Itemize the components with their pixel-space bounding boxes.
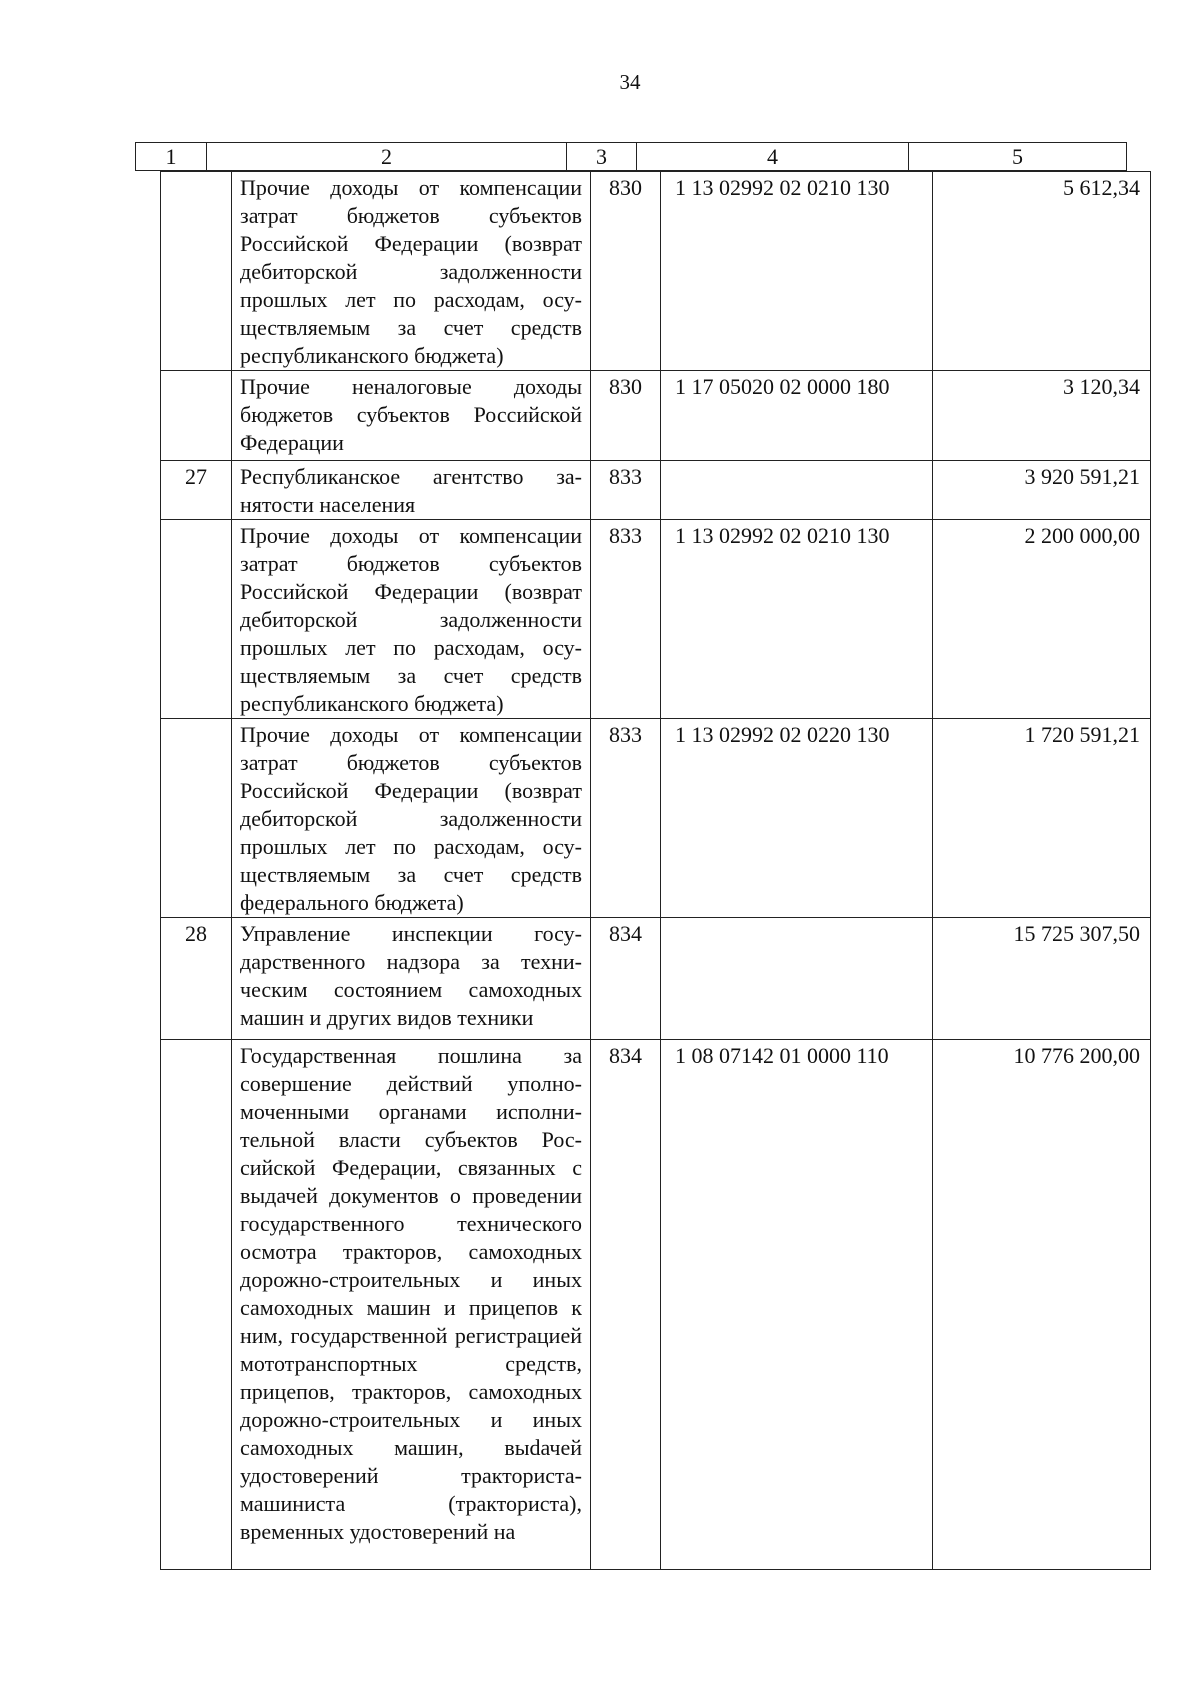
table-row	[161, 918, 1151, 1040]
budget-code-cell: 1 13 02992 02 0210 130	[661, 520, 933, 719]
budget-code-cell: 1 08 07142 01 0000 110	[661, 1040, 933, 1570]
table-row	[161, 719, 1151, 918]
description-cell: Прочие доходы от компенсации затрат бюджетов субъектов Российской Федерации (возврат дебиторской задолженности прошлых лет по расходам, осуществляемым за счет средств республиканского бюджета)	[232, 520, 591, 719]
column-header-row	[136, 143, 1127, 171]
amount-cell: 3 120,34	[933, 371, 1151, 461]
amount-cell: 15 725 307,50	[933, 918, 1151, 1040]
admin-code-cell: 833	[591, 520, 661, 719]
table-row	[161, 520, 1151, 719]
column-header-2: 2	[207, 143, 567, 171]
table-row	[161, 172, 1151, 371]
description-cell: Прочие неналоговые доходы бюджетов субъектов Российской Федерации	[232, 371, 591, 461]
amount-cell: 1 720 591,21	[933, 719, 1151, 918]
row-number-cell	[161, 520, 232, 719]
amount-cell: 3 920 591,21	[933, 461, 1151, 520]
amount-cell: 2 200 000,00	[933, 520, 1151, 719]
description-cell: Прочие доходы от компенсации затрат бюджетов субъектов Российской Федерации (возврат дебиторской задолженности прошлых лет по расходам, осуществляемым за счет средств республиканского бюджета)	[232, 172, 591, 371]
column-header-5: 5	[909, 143, 1127, 171]
admin-code-cell: 833	[591, 461, 661, 520]
column-header-4: 4	[637, 143, 909, 171]
row-number-cell	[161, 1040, 232, 1570]
budget-code-cell: 1 13 02992 02 0210 130	[661, 172, 933, 371]
row-number-cell	[161, 371, 232, 461]
revenue-table	[160, 171, 1151, 1570]
row-number-cell: 27	[161, 461, 232, 520]
admin-code-cell: 830	[591, 172, 661, 371]
table-row	[161, 371, 1151, 461]
amount-cell: 10 776 200,00	[933, 1040, 1151, 1570]
admin-code-cell: 830	[591, 371, 661, 461]
table-row	[161, 461, 1151, 520]
budget-code-cell: 1 17 05020 02 0000 180	[661, 371, 933, 461]
description-cell: Прочие доходы от компенсации затрат бюджетов субъектов Российской Федерации (возврат дебиторской задолженности прошлых лет по расходам, осуществляемым за счет средств федерального бюджета)	[232, 719, 591, 918]
table-row	[161, 1040, 1151, 1570]
amount-cell: 5 612,34	[933, 172, 1151, 371]
description-cell: Управление инспекции государственного надзора за техническим состоянием самоходных машин и других видов техники	[232, 918, 591, 1040]
description-cell: Республиканское агентство занятости населения	[232, 461, 591, 520]
column-header-3: 3	[567, 143, 637, 171]
budget-code-cell	[661, 918, 933, 1040]
page-number: 34	[619, 70, 641, 94]
column-header-1: 1	[136, 143, 207, 171]
row-number-cell	[161, 719, 232, 918]
description-cell: Государственная пошлина за совершение действий уполномоченными органами исполнительной власти субъектов Российской Федерации, связанных с выдачей документов о проведении государственного технического осмотра тракторов, самоходных дорожно-строительных и иных самоходных машин и прицепов к ним, государственной регистрацией мототранспортных средств, прицепов, тракторов, самоходных дорожно-строительных и иных самоходных машин, выdачей удостоверений тракториста-машиниста (тракториста), временных удостоверений на	[232, 1040, 591, 1570]
budget-code-cell	[661, 461, 933, 520]
admin-code-cell: 834	[591, 918, 661, 1040]
column-header-table	[135, 142, 1127, 171]
row-number-cell: 28	[161, 918, 232, 1040]
budget-code-cell: 1 13 02992 02 0220 130	[661, 719, 933, 918]
admin-code-cell: 834	[591, 1040, 661, 1570]
admin-code-cell: 833	[591, 719, 661, 918]
row-number-cell	[161, 172, 232, 371]
